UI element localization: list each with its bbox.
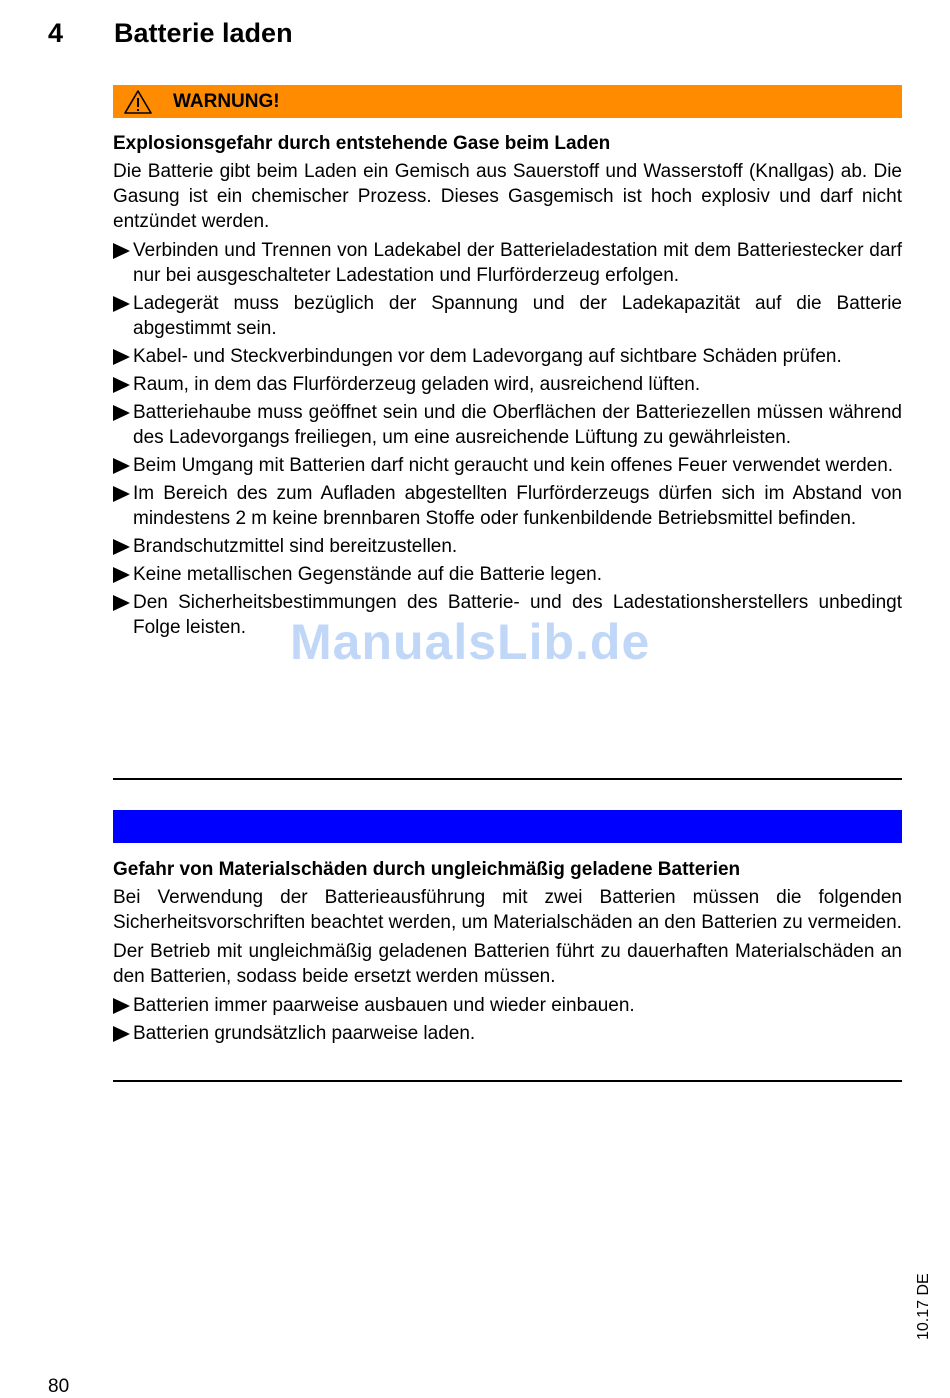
chapter-number: 4 <box>48 18 64 48</box>
notice-heading: Gefahr von Materialschäden durch ungleichmäßig geladene Batterien <box>113 859 741 880</box>
warning-label: WARNUNG! <box>173 91 280 112</box>
list-item: Batterien immer paarweise ausbauen und wieder einbauen. <box>113 993 902 1018</box>
notice-content <box>113 858 902 1049</box>
list-item: Batterien grundsätzlich paarweise laden. <box>113 1021 902 1046</box>
chapter-title: Batterie laden <box>114 18 293 48</box>
list-item: Beim Umgang mit Batterien darf nicht geraucht und kein offenes Feuer verwendet werden. <box>113 453 902 478</box>
bullet-triangle-icon <box>113 539 130 555</box>
bullet-triangle-icon <box>113 296 130 312</box>
notice-banner <box>113 810 902 843</box>
list-item: Brandschutzmittel sind bereitzustellen. <box>113 534 902 559</box>
bullet-triangle-icon <box>113 458 130 474</box>
notice-end-rule <box>113 1080 902 1082</box>
warning-banner <box>113 85 902 118</box>
list-item: Im Bereich des zum Aufladen abgestellten Flurförderzeugs dürfen sich im Abstand von mindestens 2 m keine brennbaren Stoffe oder funkenbildende Betriebsmittel befinden. <box>113 481 902 531</box>
warning-content <box>113 132 902 643</box>
warning-heading: Explosionsgefahr durch entstehende Gase beim Laden <box>113 133 611 154</box>
list-item: Den Sicherheitsbestimmungen des Batterie- und des Ladestationsherstellers unbedingt Folge leisten. <box>113 590 902 640</box>
warning-end-rule <box>113 778 902 780</box>
bullet-triangle-icon <box>113 377 130 393</box>
notice-paragraph: Bei Verwendung der Batterieausführung mit zwei Batterien müssen die folgenden Sicherheitsvorschriften beachtet werden, um Materialschäden an den Batterien zu vermeiden. <box>113 887 902 933</box>
bullet-triangle-icon <box>113 567 130 583</box>
bullet-triangle-icon <box>113 1026 130 1042</box>
watermark: ManualsLib.de <box>290 614 651 670</box>
notice-paragraph: Der Betrieb mit ungleichmäßig geladenen Batterien führt zu dauerhaften Materialschäden an den Batterien, sodass beide ersetzt werden müssen. <box>113 941 902 987</box>
notice-bullet-list <box>113 993 902 1046</box>
bullet-triangle-icon <box>113 595 130 611</box>
list-item: Batteriehaube muss geöffnet sein und die Oberflächen der Batteriezellen müssen während des Ladevorgangs freiliegen, um eine ausreichende Lüftung zu gewährleisten. <box>113 400 902 450</box>
bullet-triangle-icon <box>113 405 130 421</box>
bullet-triangle-icon <box>113 243 130 259</box>
list-item: Kabel- und Steckverbindungen vor dem Ladevorgang auf sichtbare Schäden prüfen. <box>113 344 902 369</box>
chapter-heading <box>48 16 293 50</box>
bullet-triangle-icon <box>113 486 130 502</box>
list-item: Raum, in dem das Flurförderzeug geladen wird, ausreichend lüften. <box>113 372 902 397</box>
edition-date: 10.17 DE <box>915 1273 932 1340</box>
page-number: 80 <box>48 1376 70 1397</box>
list-item: Keine metallischen Gegenstände auf die Batterie legen. <box>113 562 902 587</box>
list-item: Ladegerät muss bezüglich der Spannung und der Ladekapazität auf die Batterie abgestimmt sein. <box>113 291 902 341</box>
warning-bullet-list <box>113 238 902 640</box>
bullet-triangle-icon <box>113 349 130 365</box>
bullet-triangle-icon <box>113 998 130 1014</box>
warning-intro: Die Batterie gibt beim Laden ein Gemisch aus Sauerstoff und Wasserstoff (Knallgas) ab. Die Gasung ist ein chemischer Prozess. Dieses Gasgemisch ist hoch explosiv und darf nicht entzündet werden. <box>113 161 902 232</box>
warning-triangle-icon <box>123 89 153 115</box>
list-item: Verbinden und Trennen von Ladekabel der Batterieladestation mit dem Batteriestecker darf nur bei ausgeschalteter Ladestation und Flurförderzeug erfolgen. <box>113 238 902 288</box>
